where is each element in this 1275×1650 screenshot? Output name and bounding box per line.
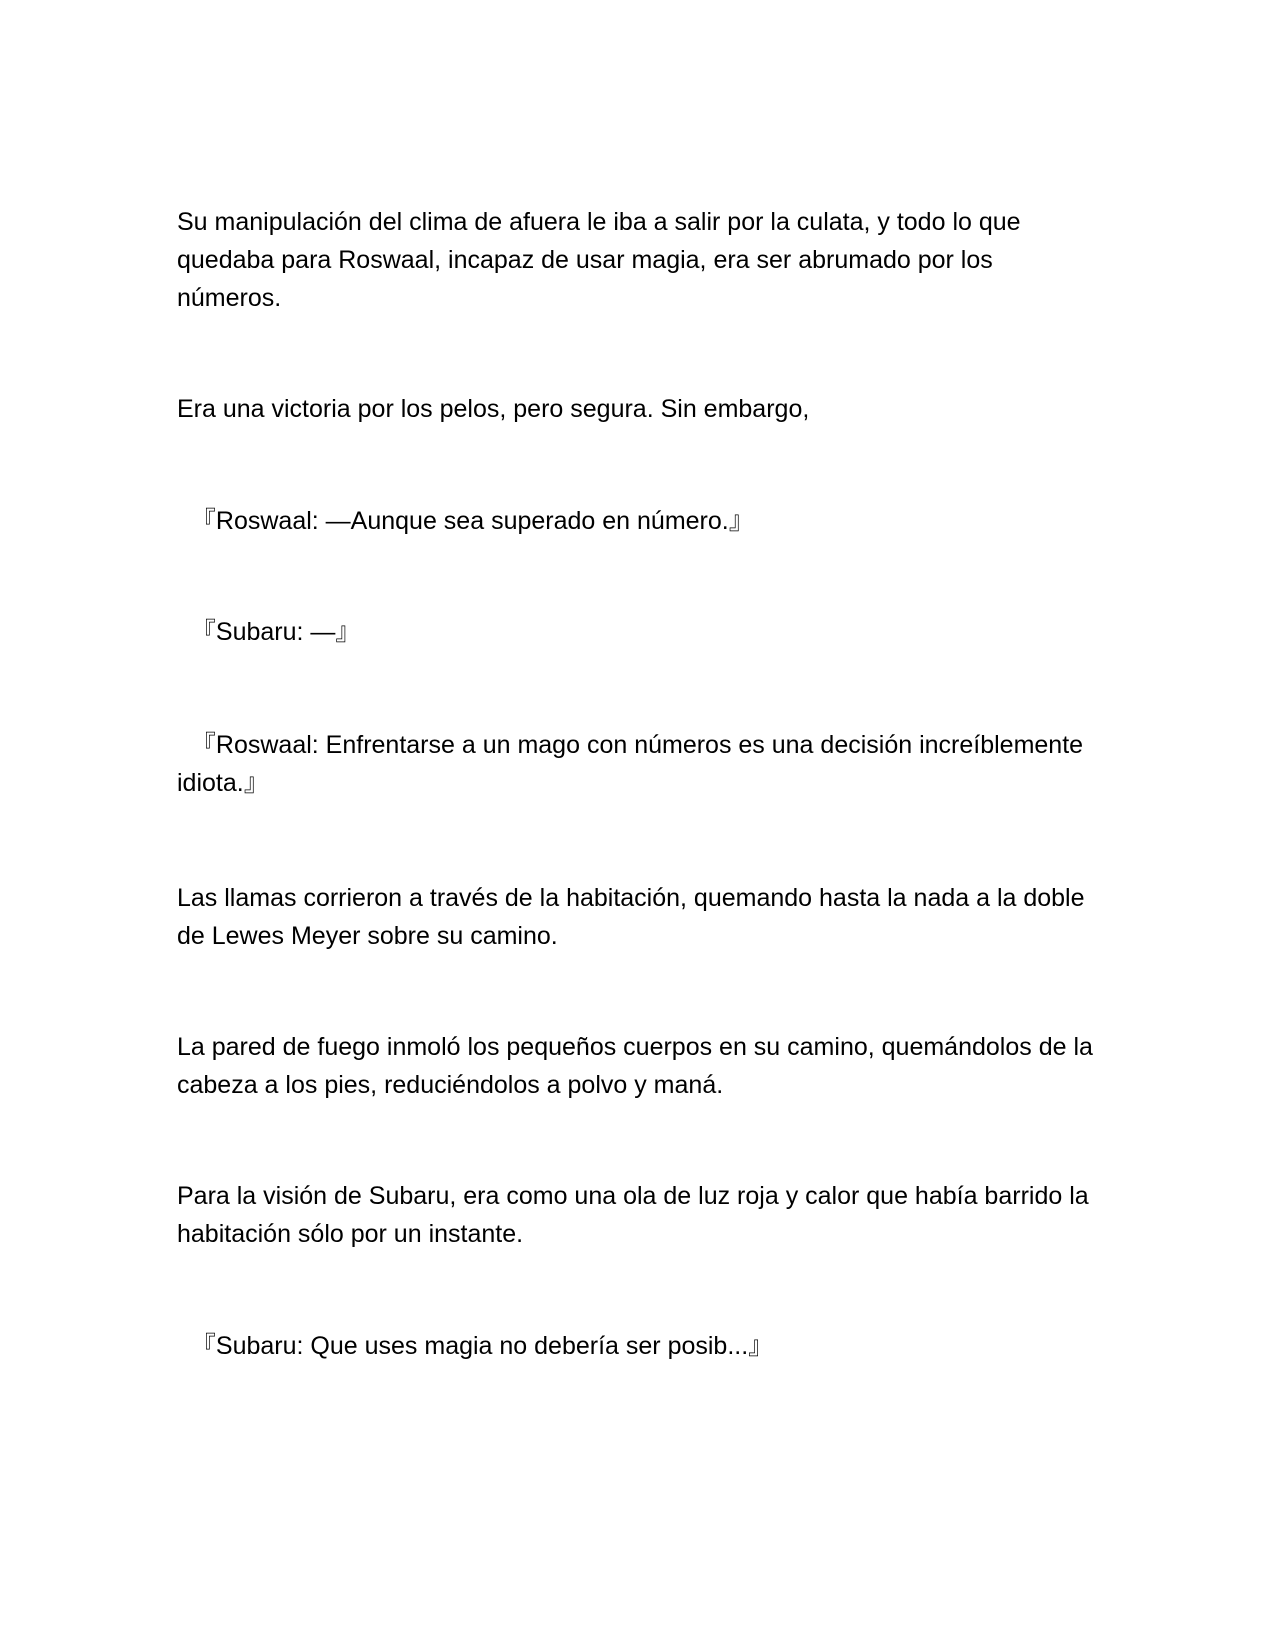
paragraph-narration: Para la visión de Subaru, era como una ola de luz roja y calor que había barrido la habitación sólo por un instante. [177, 1182, 1096, 1248]
paragraph-narration: Las llamas corrieron a través de la habitación, quemando hasta la nada a la doble de Lewes Meyer sobre su camino. [177, 884, 1092, 950]
paragraph-dialogue: 『Subaru: Que uses magia no debería ser posib...』 [177, 1332, 774, 1360]
paragraph-dialogue: 『Roswaal: —Aunque sea superado en número.』 [177, 507, 754, 535]
paragraph-narration: Era una victoria por los pelos, pero segura. Sin embargo, [177, 395, 810, 423]
paragraph-narration: La pared de fuego inmoló los pequeños cuerpos en su camino, quemándolos de la cabeza a los pies, reduciéndolos a polvo y maná. [177, 1033, 1100, 1099]
paragraph-narration: Su manipulación del clima de afuera le iba a salir por la culata, y todo lo que quedaba para Roswaal, incapaz de usar magia, era ser abrumado por los números. [177, 208, 1028, 312]
paragraph-dialogue: 『Roswaal: Enfrentarse a un mago con números es una decisión increíblemente idiota.』 [177, 731, 1091, 797]
paragraph-dialogue: 『Subaru: —』 [177, 618, 361, 646]
